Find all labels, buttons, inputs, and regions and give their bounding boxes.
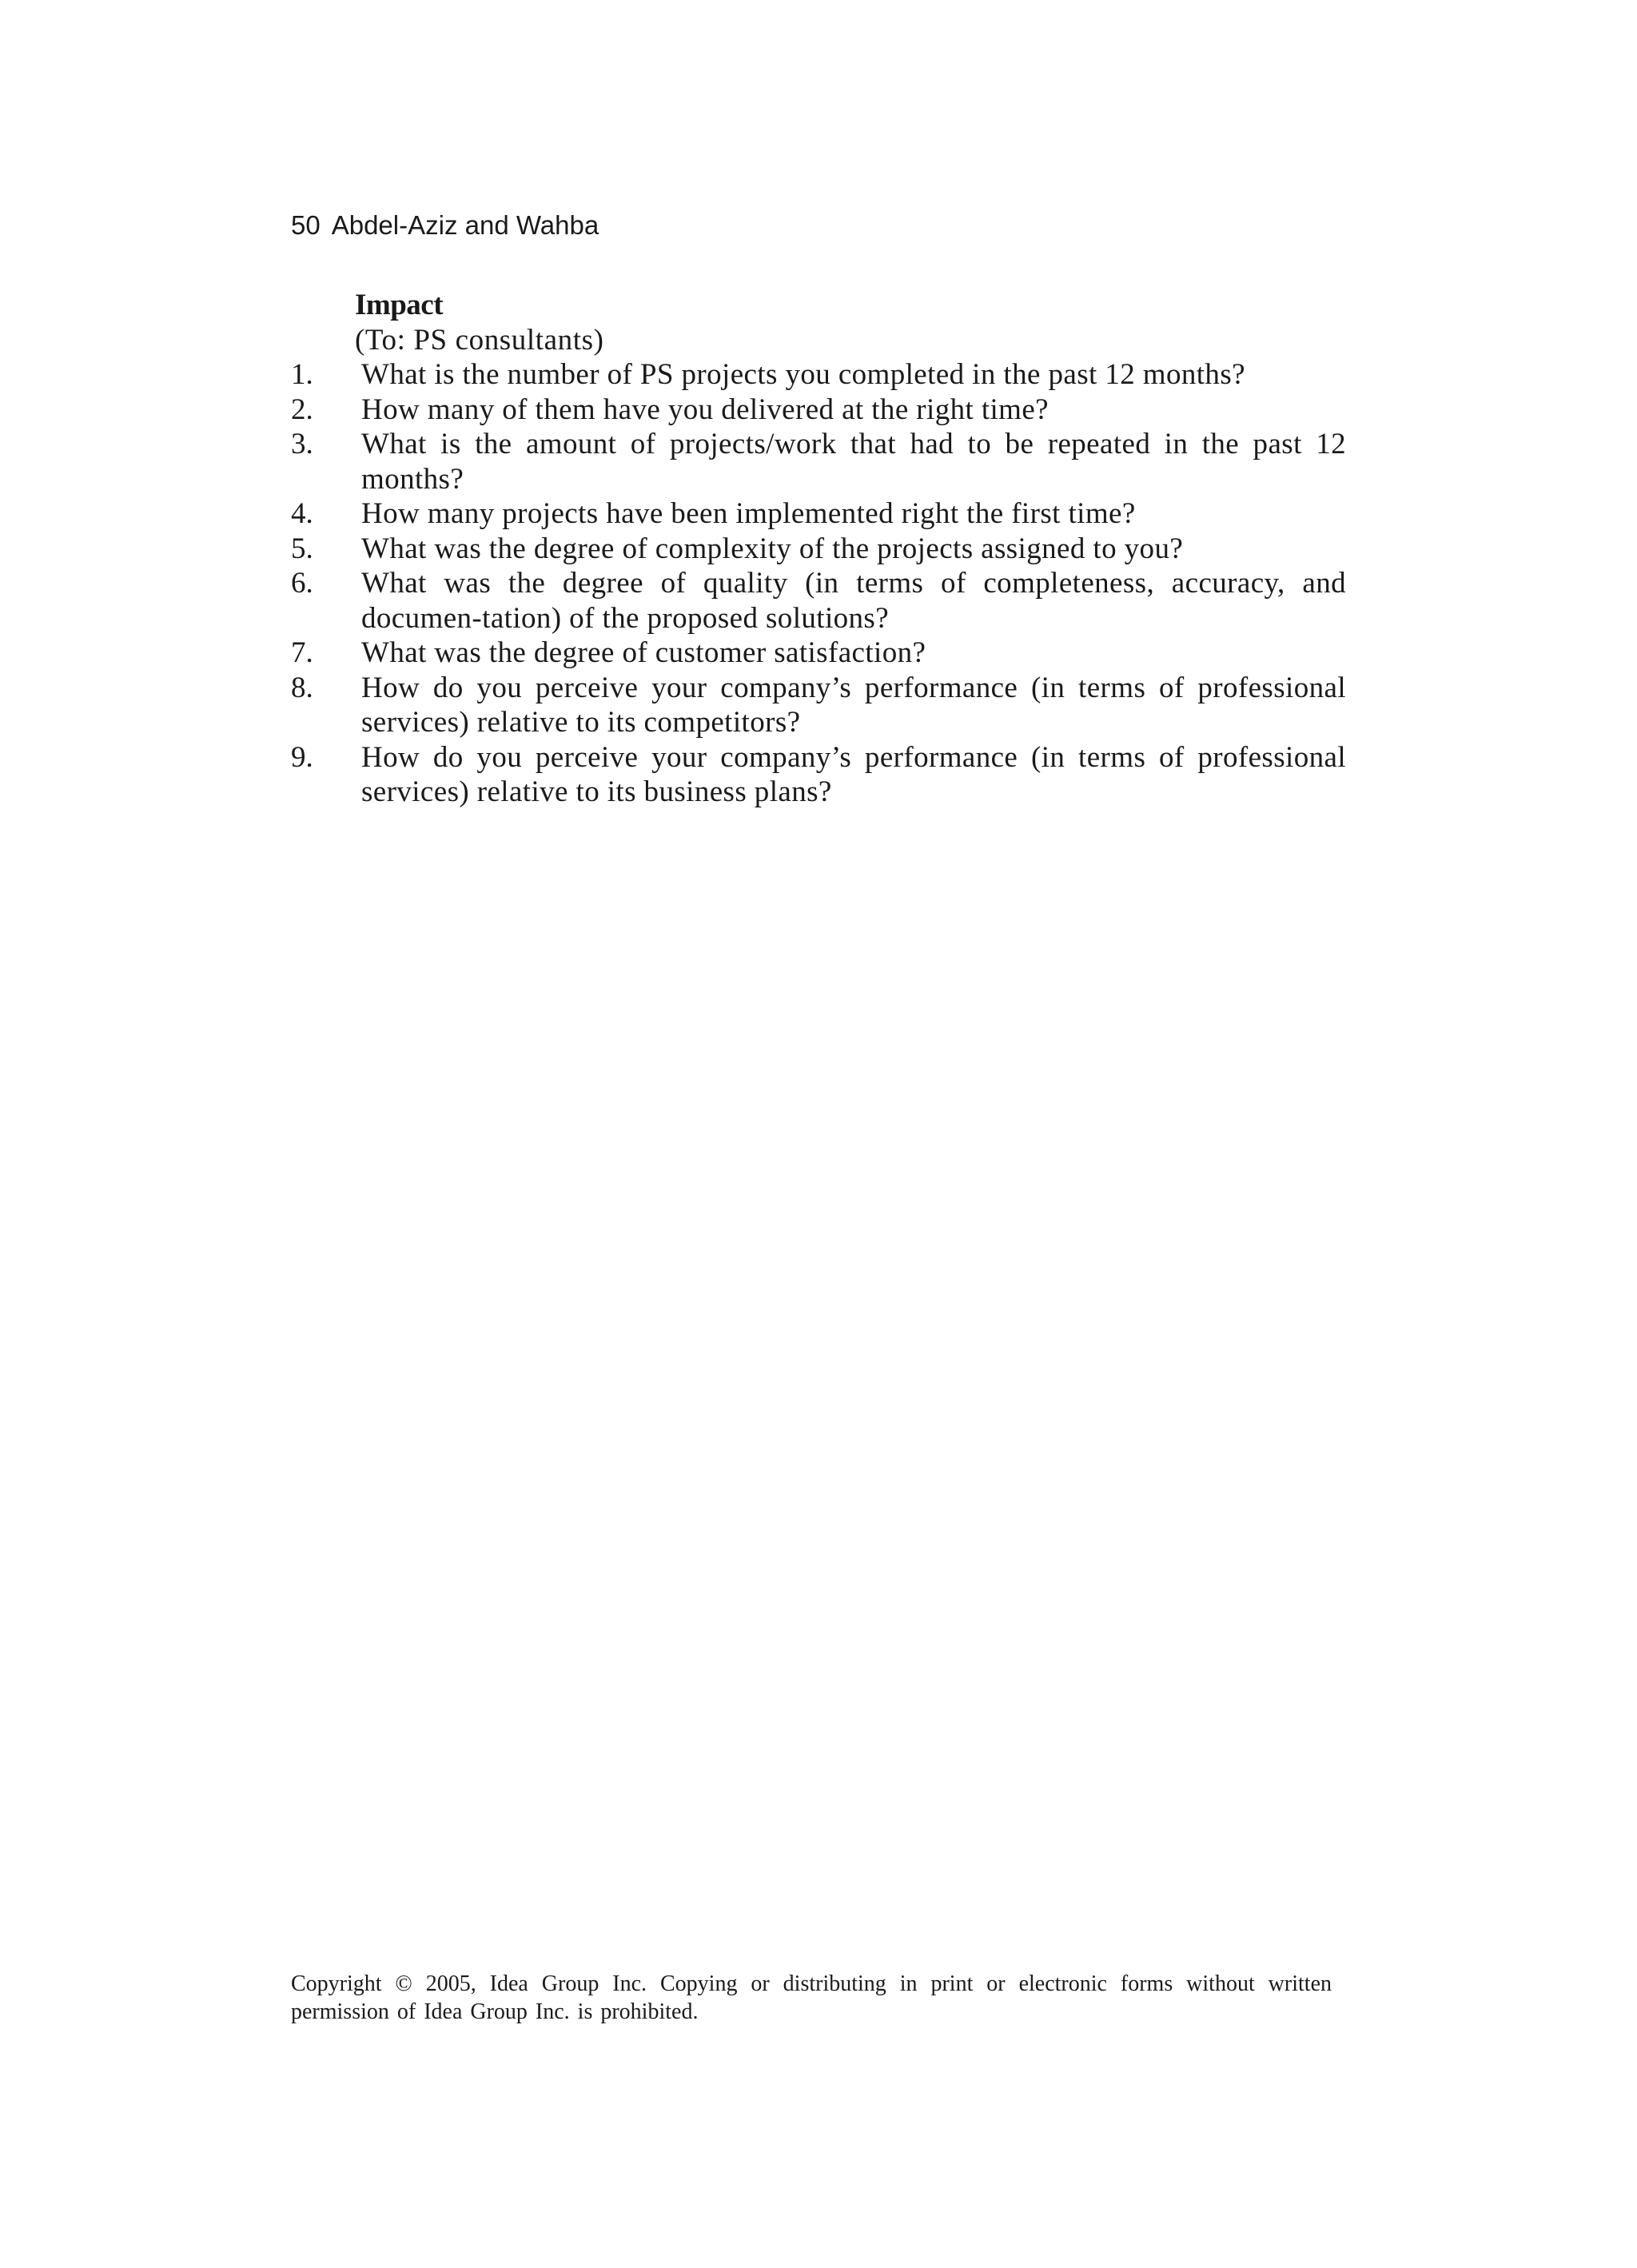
- question-item: [291, 740, 1346, 810]
- question-item: [291, 671, 1346, 740]
- question-number: 2.: [291, 393, 313, 426]
- question-text: What was the degree of quality (in terms of completeness, accuracy, and documen-tation) of the proposed solutions?: [361, 567, 1346, 635]
- question-text: What was the degree of complexity of the projects assigned to you?: [361, 532, 1184, 565]
- question-text: How many projects have been implemented right the first time?: [361, 497, 1136, 530]
- question-text: What is the number of PS projects you completed in the past 12 months?: [361, 358, 1245, 391]
- running-header: [291, 209, 599, 241]
- question-item: [291, 427, 1346, 496]
- page-number: 50: [291, 210, 321, 240]
- copyright-footer: Copyright © 2005, Idea Group Inc. Copying or distributing in print or electronic forms without written permission of Idea Group Inc. is prohibited.: [291, 1971, 1332, 2024]
- impact-section: [291, 288, 1346, 810]
- question-text: How do you perceive your company’s performance (in terms of professional services) relative to its competitors?: [361, 671, 1346, 739]
- question-number: 3.: [291, 428, 313, 460]
- question-item: [291, 393, 1346, 428]
- question-text: How many of them have you delivered at the right time?: [361, 393, 1050, 426]
- question-text: How do you perceive your company’s performance (in terms of professional services) relative to its business plans?: [361, 740, 1346, 808]
- question-item: [291, 636, 1346, 671]
- question-list: [291, 357, 1346, 810]
- question-number: 7.: [291, 636, 313, 669]
- question-number: 9.: [291, 740, 313, 774]
- running-title: Abdel-Aziz and Wahba: [331, 210, 599, 240]
- question-text: What is the amount of projects/work that had to be repeated in the past 12 months?: [361, 428, 1346, 496]
- question-item: [291, 566, 1346, 636]
- question-number: 6.: [291, 567, 313, 600]
- section-audience: (To: PS consultants): [355, 323, 604, 357]
- question-item: [291, 496, 1346, 532]
- question-item: [291, 532, 1346, 567]
- question-number: 5.: [291, 532, 313, 565]
- question-number: 4.: [291, 497, 313, 530]
- question-item: [291, 357, 1346, 393]
- question-number: 1.: [291, 358, 313, 391]
- question-text: What was the degree of customer satisfaction?: [361, 636, 926, 669]
- question-number: 8.: [291, 671, 313, 704]
- section-title: Impact: [355, 289, 444, 321]
